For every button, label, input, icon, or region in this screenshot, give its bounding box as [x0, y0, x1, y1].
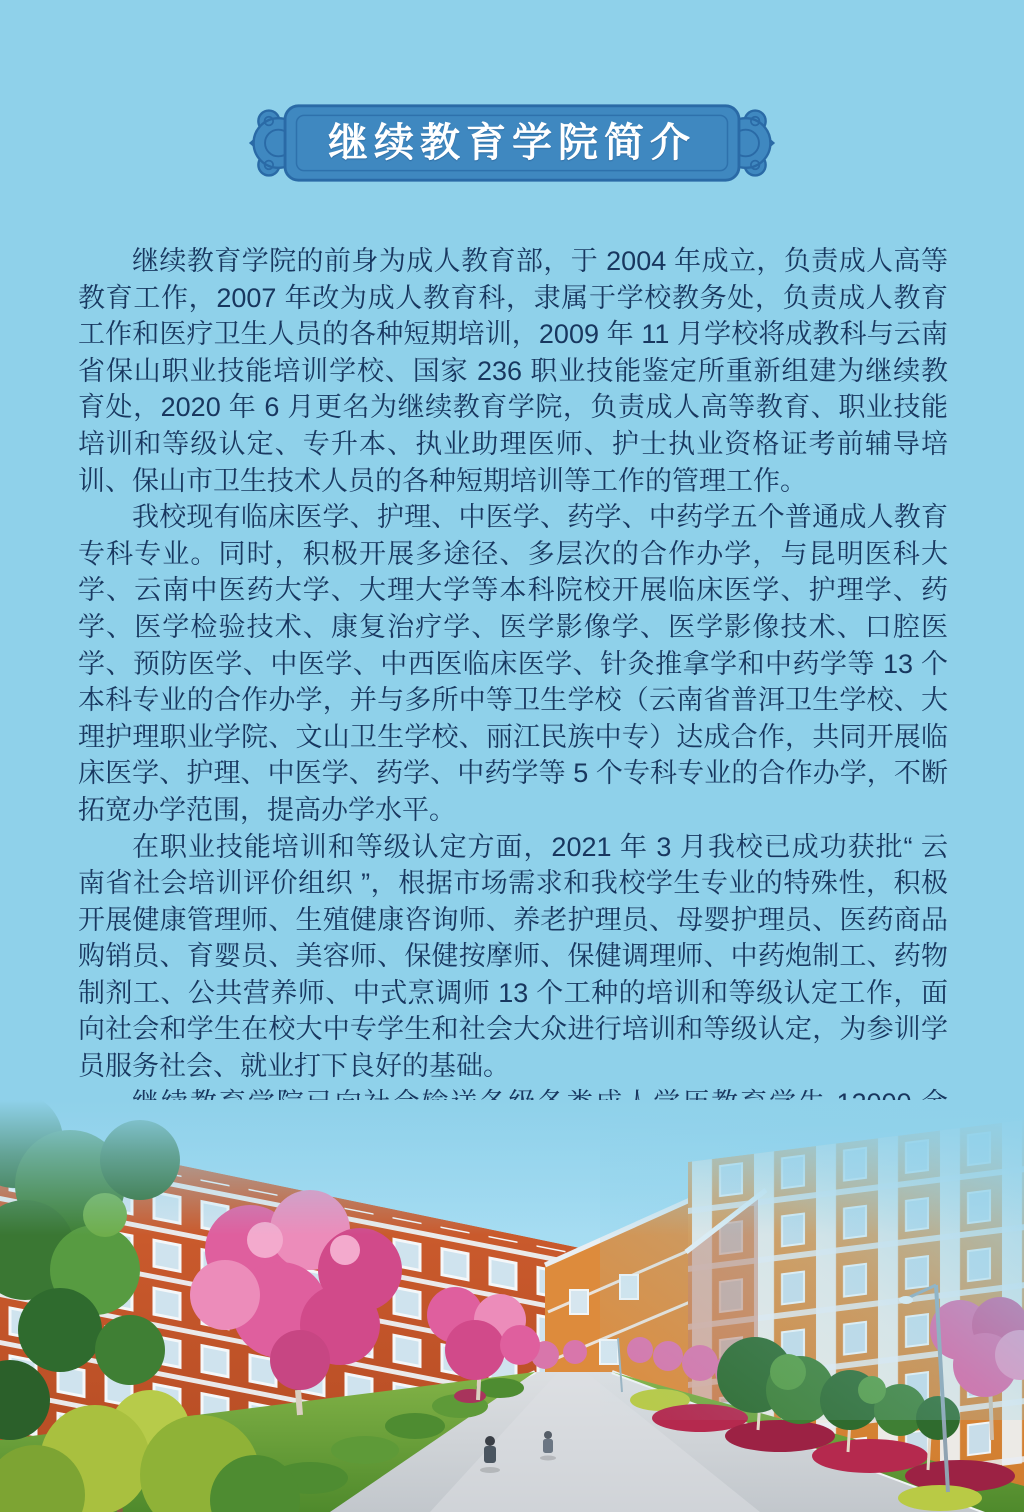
- page-title: 继续教育学院简介: [328, 120, 696, 165]
- campus-photo: [0, 1100, 1024, 1512]
- photo-corner-fade: [600, 1100, 1024, 1420]
- title-banner: [245, 101, 779, 185]
- intro-paragraph-2: 我校现有临床医学、护理、中医学、药学、中药学五个普通成人教育专科专业。同时，积极开展多途径、多层次的合作办学，与昆明医科大学、云南中医药大学、大理大学等本科院校开展临床医学、护理学、药学、医学检验技术、康复治疗学、医学影像学、医学影像技术、口腔医学、预防医学、中医学、中西医临床医学、针灸推拿学和中药学等 13 个本科专业的合作办学，并与多所中等卫生学校（云南省普洱卫生学校、大理护理职业学院、文山卫生学校、丽江民族中专）达成合作，共同开展临床医学、护理、中医学、药学、中药学等 5 个专科专业的合作办学，不断拓宽办学范围，提高办学水平。: [78, 502, 948, 825]
- intro-paragraph-3: 在职业技能培训和等级认定方面，2021 年 3 月我校已成功获批“ 云南省社会培训评价组织 ”，根据市场需求和我校学生专业的特殊性，积极开展健康管理师、生殖健康咨询师、养老护理员、母婴护理员、医药商品购销员、育婴员、美容师、保健按摩师、保健调理师、中药炮制工、药物制剂工、公共营养师、中式烹调师 13 个工种的培训和等级认定工作，面向社会和学生在校大中专学生和社会大众进行培训和等级认定，为参训学员服务社会、就业打下良好的基础。: [78, 831, 948, 1082]
- intro-article: [78, 243, 948, 1231]
- intro-paragraph-1: 继续教育学院的前身为成人教育部，于 2004 年成立，负责成人高等教育工作，2007 年改为成人教育科，隶属于学校教务处，负责成人教育工作和医疗卫生人员的各种短期培训，2009 年 11 月学校将成教科与云南省保山职业技能培训学校、国家 236 职业技能鉴定所重新组建为继续教育处，2020 年 6 月更名为继续教育学院，负责成人高等教育、职业技能培训和等级认定、专升本、执业助理医师、护士执业资格证考前辅导培训、保山市卫生技术人员的各种短期培训等工作的管理工作。: [78, 246, 948, 496]
